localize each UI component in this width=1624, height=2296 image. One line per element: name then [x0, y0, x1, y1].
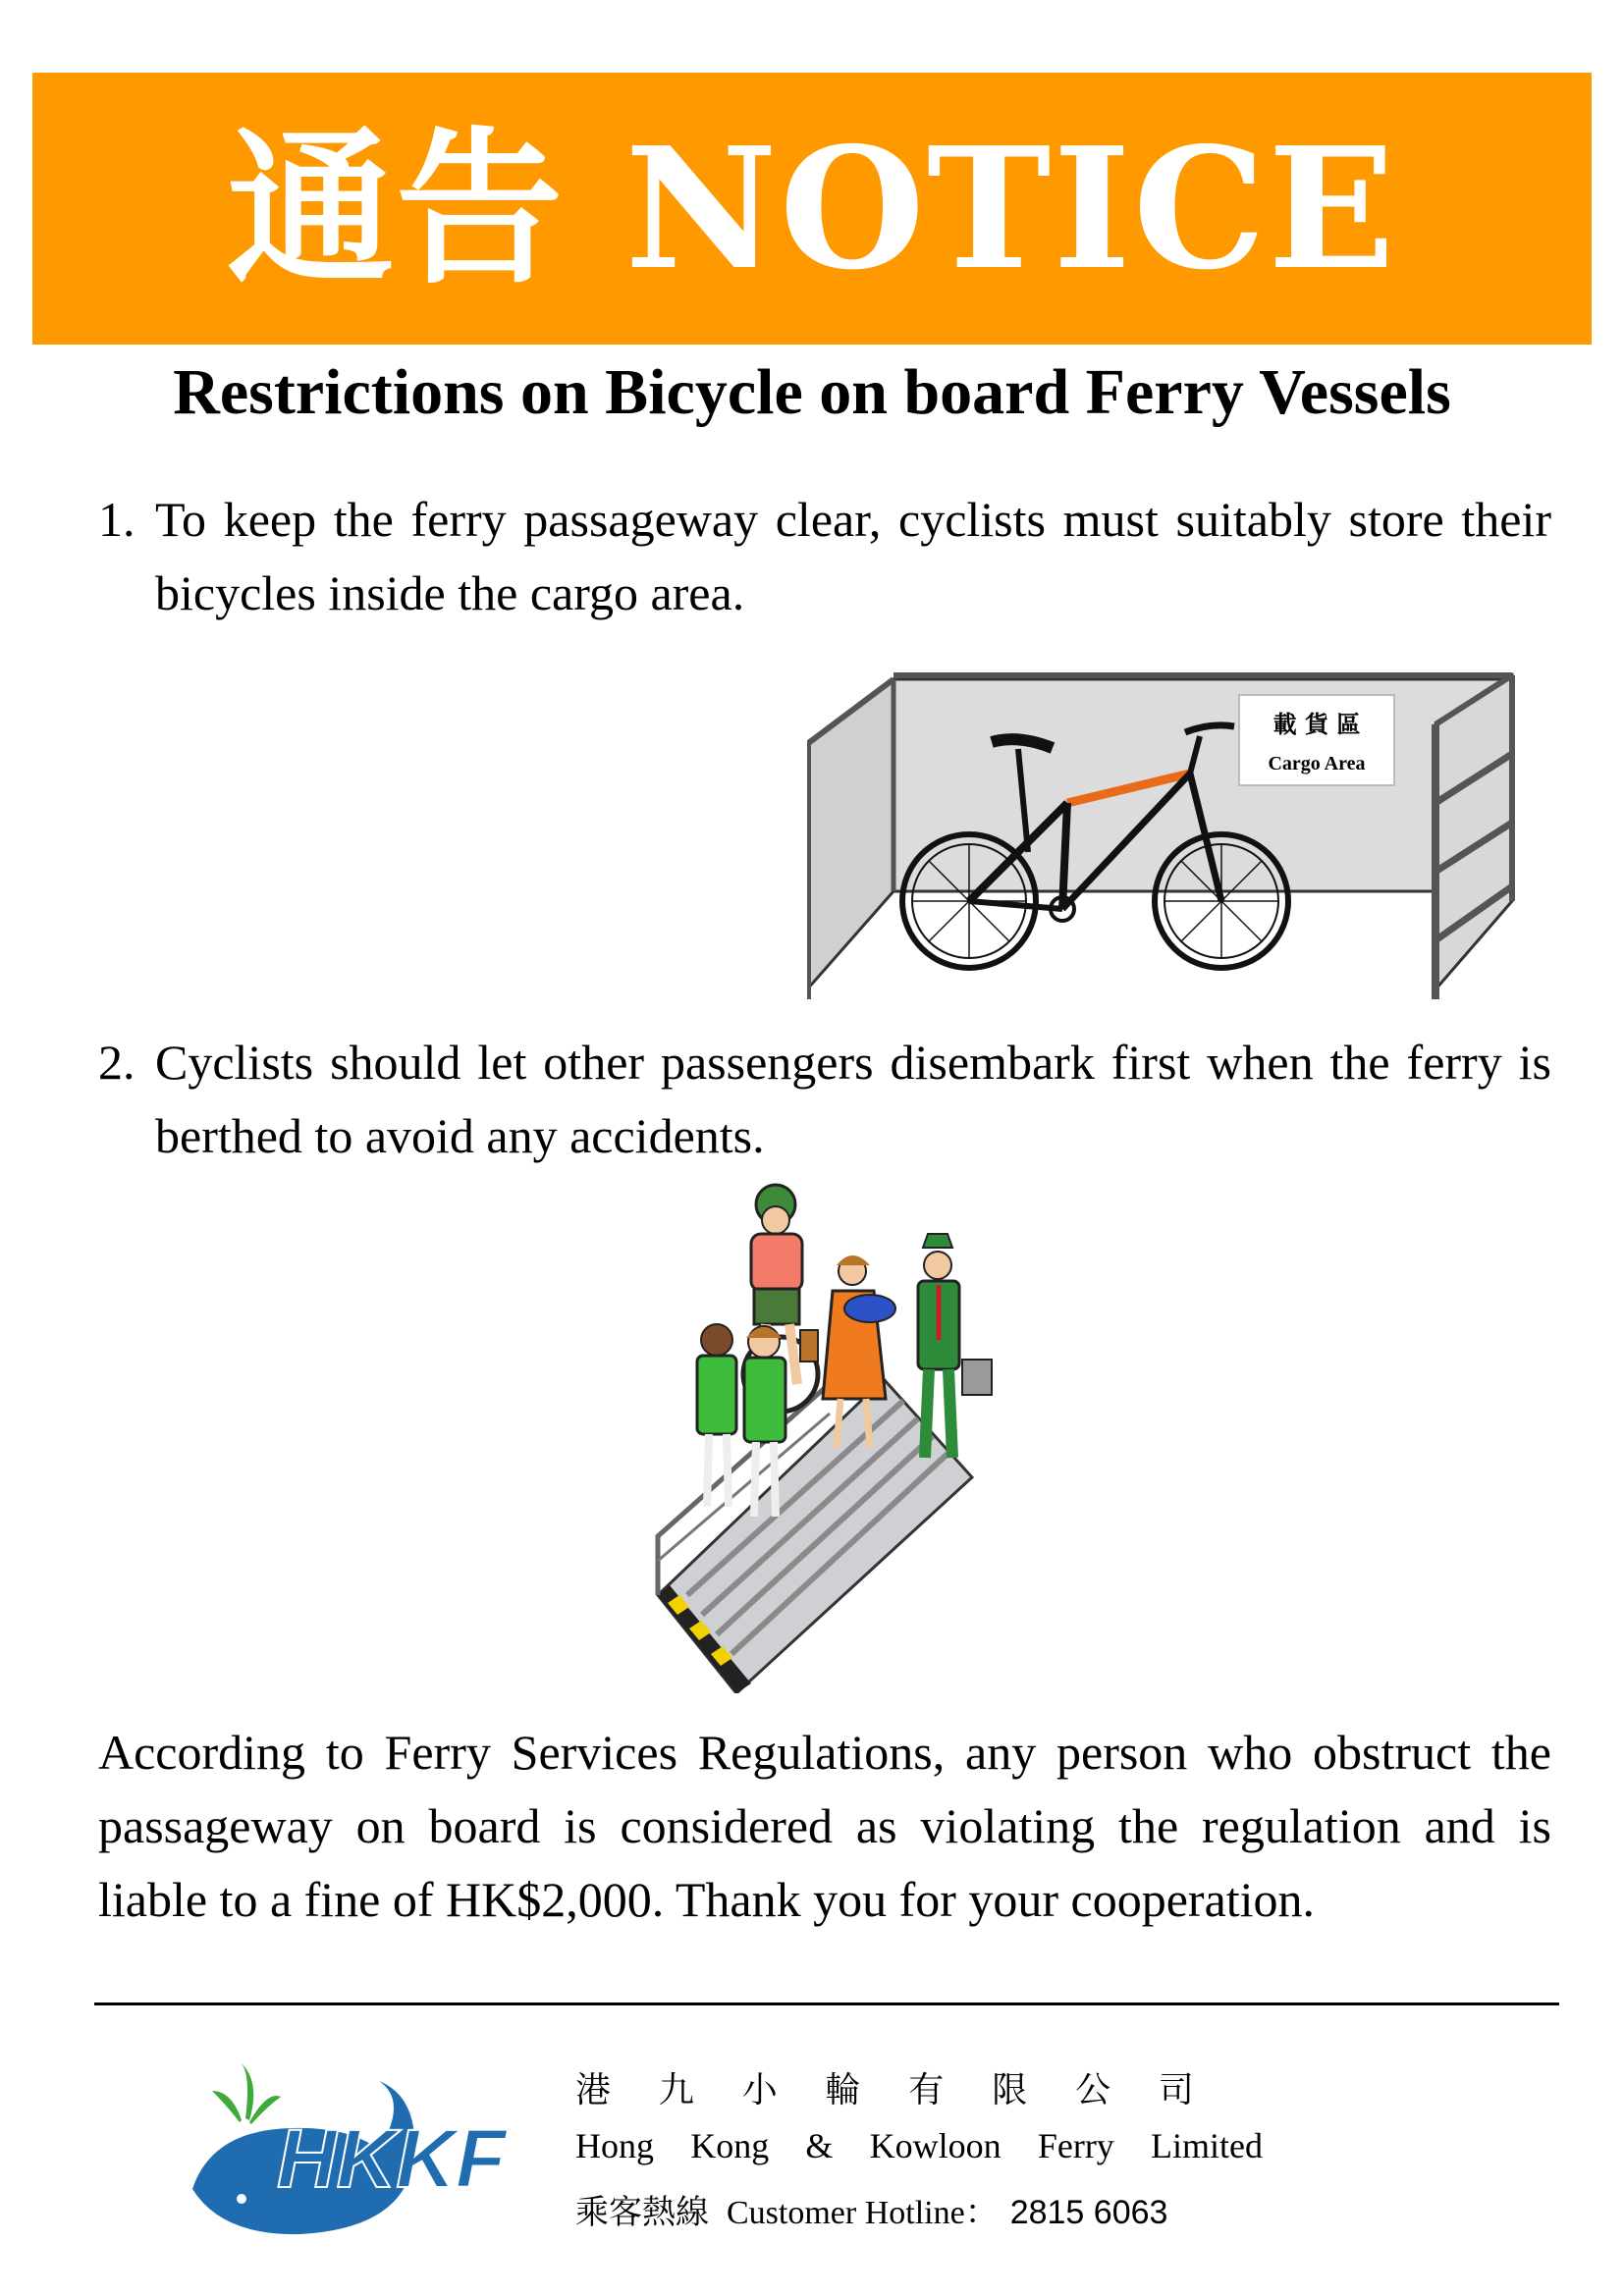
company-en-word: &: [805, 2126, 834, 2165]
company-en-word: Hong: [575, 2126, 654, 2165]
company-en-word: Ferry: [1037, 2126, 1114, 2165]
company-zh-char: 小: [741, 2070, 778, 2110]
logo-text: HKKF: [277, 2112, 507, 2205]
page-subtitle: Restrictions on Bicycle on board Ferry Vessels: [173, 356, 1451, 428]
company-zh-char: 有: [908, 2070, 945, 2110]
footer-divider: [94, 2002, 1559, 2005]
rule-item-2: [98, 1026, 1551, 1173]
hotline-label: Customer Hotline：: [727, 2195, 999, 2231]
company-en-word: Kowloon: [869, 2126, 1001, 2165]
company-zh-char: 限: [992, 2070, 1028, 2110]
company-zh-char: 輪: [825, 2070, 861, 2110]
company-zh-char: 九: [658, 2070, 694, 2110]
cargo-sign-zh: 載 貨 區: [1272, 710, 1361, 738]
businessman-icon: [918, 1234, 992, 1458]
notice-banner: [32, 73, 1592, 345]
rule-text-1: To keep the ferry passageway clear, cyclists must suitably store their bicycles inside the cargo area.: [155, 492, 1551, 620]
rule-number-2: 2.: [98, 1035, 135, 1090]
company-info: [575, 2066, 1263, 2238]
company-zh-char: 港: [575, 2070, 612, 2110]
cargo-area-illustration: [807, 666, 1520, 999]
passengers-disembarking-illustration: [628, 1183, 1080, 1693]
company-zh-char: 司: [1158, 2070, 1194, 2110]
company-name-en: [575, 2121, 1263, 2170]
notice-title: 通告 NOTICE: [227, 110, 1397, 307]
company-en-word: Limited: [1151, 2126, 1263, 2165]
rule-item-1: [98, 483, 1551, 630]
rule-text-2: Cyclists should let other passengers disembark first when the ferry is berthed to avoid any accidents.: [155, 1035, 1551, 1163]
company-zh-char: 公: [1075, 2070, 1111, 2110]
plant-icon: [212, 2061, 281, 2124]
closing-paragraph: According to Ferry Services Regulations, any person who obstruct the passageway on board is considered as violating the regulation and is liable to a fine of HK$2,000. Thank you for your cooperation.: [98, 1725, 1551, 1927]
customer-hotline: [575, 2188, 1263, 2238]
hkkf-logo: [183, 2061, 507, 2238]
hotline-zh-label: 乘客熱線: [575, 2193, 709, 2232]
company-name-zh: [575, 2066, 1194, 2115]
cargo-sign-en: Cargo Area: [1268, 753, 1366, 774]
hotline-number[interactable]: 2815 6063: [1009, 2194, 1168, 2231]
company-en-word: Kong: [690, 2126, 770, 2165]
rule-number-1: 1.: [98, 492, 135, 547]
